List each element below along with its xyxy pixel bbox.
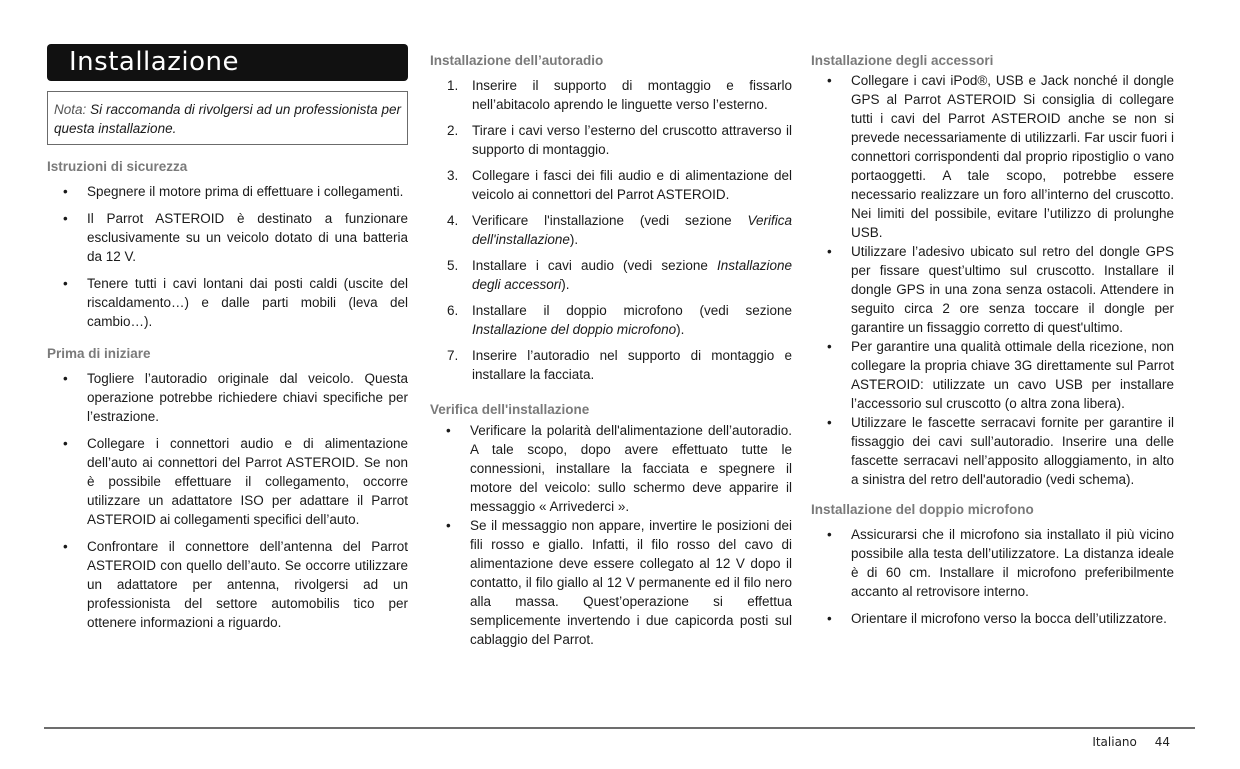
step-item: 6. Installare il doppio microfono (vedi sezione Installazione del doppio microfono). [447, 303, 792, 337]
bullet-icon: • [63, 211, 68, 226]
bullet-icon: • [446, 423, 451, 438]
microphone-list [811, 525, 1174, 628]
footer-divider [44, 727, 1195, 729]
list-item: • Tenere tutti i cavi lontani dai posti caldi (uscite del riscaldamento…) e dalle parti mobili (leva del cambio…). [63, 276, 408, 329]
section-reference: Installazione del doppio microfono [472, 322, 677, 337]
autoradio-heading: Installazione dell’autoradio [430, 53, 604, 68]
section-reference: Verifica dell'installazione [472, 213, 792, 247]
bullet-icon: • [827, 339, 832, 354]
list-item: • Utilizzare l’adesivo ubicato sul retro del dongle GPS per fissare quest’ultimo sul cruscotto. Installare il dongle GPS in una zona senza ostacoli. Attendere in seguito circa 2 ore senza toccare il dongle per garantire un fissaggio corretto di quest'ultimo. [827, 244, 1174, 335]
step-item: 3. Collegare i fasci dei fili audio e di alimentazione del veicolo ai connettori del Parrot ASTEROID. [447, 168, 792, 202]
bullet-icon: • [827, 73, 832, 88]
list-item: • Collegare i cavi iPod®, USB e Jack nonché il dongle GPS al Parrot ASTEROID Si consiglia di collegare tutti i cavi del Parrot ASTEROID anche se non si prevede necessariamente di utilizzarli. Far uscir fuori i connettori corrispondenti dal proprio ripostiglio o vano portaoggetti. A tale scopo, potrebbe essere necessario realizzare un foro all’interno del cruscotto. Nei limiti del possibile, evitare l’utilizzo di prolunghe USB. [827, 73, 1174, 240]
list-item: • Confrontare il connettore dell’antenna del Parrot ASTEROID con quello dell’auto. Se occorre utilizzare un adattatore per antenna, rivolgersi ad un professionista del settore automobilis tico per ottenere informazioni a riguardo. [63, 539, 408, 630]
microphone-heading: Installazione del doppio microfono [811, 502, 1034, 517]
accessories-list [811, 71, 1174, 489]
right-column [811, 52, 1174, 636]
bullet-icon: • [63, 539, 68, 554]
before-start-list [47, 369, 408, 632]
bullet-icon: • [63, 436, 68, 451]
verification-heading: Verifica dell'installazione [430, 402, 590, 417]
list-item: • Spegnere il motore prima di effettuare i collegamenti. [63, 184, 404, 199]
list-item: • Se il messaggio non appare, invertire le posizioni dei fili rosso e giallo. Infatti, il filo rosso del cavo di alimentazione deve essere collegato al 12 V dopo il contatto, il filo giallo al 12 V permanente ed il filo nero alla massa. Quest’operazione si effettua semplicemente invertendo i due capicorda posti sul cablaggio del Parrot. [446, 518, 792, 647]
list-item: • Utilizzare le fascette serracavi fornite per garantire il fissaggio dei cavi sull’autoradio. Inserire una delle fascette serracavi nell’apposito alloggiamento, in alto a sinistra del retro dell'autoradio (vedi schema). [827, 415, 1174, 487]
footer-language: Italiano [1092, 735, 1137, 749]
accessories-heading: Installazione degli accessori [811, 53, 994, 68]
bullet-icon: • [827, 527, 832, 542]
before-start-heading: Prima di iniziare [47, 346, 151, 361]
step-item: 4. Verificare l'installazione (vedi sezione Verifica dell'installazione). [447, 213, 792, 247]
list-item: • Orientare il microfono verso la bocca dell’utilizzatore. [827, 611, 1167, 626]
autoradio-steps [430, 76, 792, 384]
bullet-icon: • [63, 276, 68, 291]
step-item: 7. Inserire l’autoradio nel supporto di montaggio e installare la facciata. [447, 348, 792, 382]
page-title: Installazione [47, 44, 408, 81]
list-item: • Verificare la polarità dell'alimentazione dell’autoradio. A tale scopo, dopo avere effettuato tutte le connessioni, installare la facciata e spegnere il motore del veicolo: sullo schermo deve apparire il messaggio « Arrivederci ». [446, 423, 792, 514]
note-text: Si raccomanda di rivolgersi ad un professionista per questa installazione. [54, 102, 401, 136]
bullet-icon: • [63, 371, 68, 386]
page-footer [1078, 735, 1170, 749]
bullet-icon: • [446, 518, 451, 533]
step-item: 1. Inserire il supporto di montaggio e fissarlo nell’abitacolo aprendo le linguette verso l’esterno. [447, 78, 792, 112]
page-number: 44 [1154, 735, 1170, 749]
bullet-icon: • [63, 184, 68, 199]
step-item: 2. Tirare i cavi verso l’esterno del cruscotto attraverso il supporto di montaggio. [447, 123, 792, 157]
list-item: • Collegare i connettori audio e di alimentazione dell’auto ai connettori del Parrot ASTEROID. Se non è possibile effettuare il collegamento, occorre utilizzare un adattatore ISO per adattare il Parrot ASTEROID ai collegamenti specifici dell’auto. [63, 436, 408, 527]
list-item: • Per garantire una qualità ottimale della ricezione, non collegare la propria chiave 3G direttamente sul Parrot ASTEROID: utilizzate un cavo USB per installare l’accessorio sul cruscotto (o altra zona libera). [827, 339, 1174, 411]
bullet-icon: • [827, 244, 832, 259]
bullet-icon: • [827, 611, 832, 626]
step-item: 5. Installare i cavi audio (vedi sezione Installazione degli accessori). [447, 258, 792, 292]
middle-column [430, 52, 792, 649]
note-box [47, 91, 408, 145]
list-item: • Il Parrot ASTEROID è destinato a funzionare esclusivamente su un veicolo dotato di una batteria da 12 V. [63, 211, 408, 264]
section-reference: Installazione degli accessori [472, 258, 792, 292]
verification-list [430, 421, 792, 649]
safety-heading: Istruzioni di sicurezza [47, 159, 188, 174]
list-item: • Assicurarsi che il microfono sia installato il più vicino possibile alla testa dell’utilizzatore. La distanza ideale è di 60 cm. Installare il microfono preferibilmente accanto al retrovisore interno. [827, 527, 1174, 599]
safety-list [47, 182, 408, 331]
list-item: • Togliere l’autoradio originale dal veicolo. Questa operazione potrebbe richiedere chiavi specifiche per l’estrazione. [63, 371, 408, 424]
bullet-icon: • [827, 415, 832, 430]
left-column [47, 44, 408, 640]
note-label: Nota: [54, 102, 87, 117]
